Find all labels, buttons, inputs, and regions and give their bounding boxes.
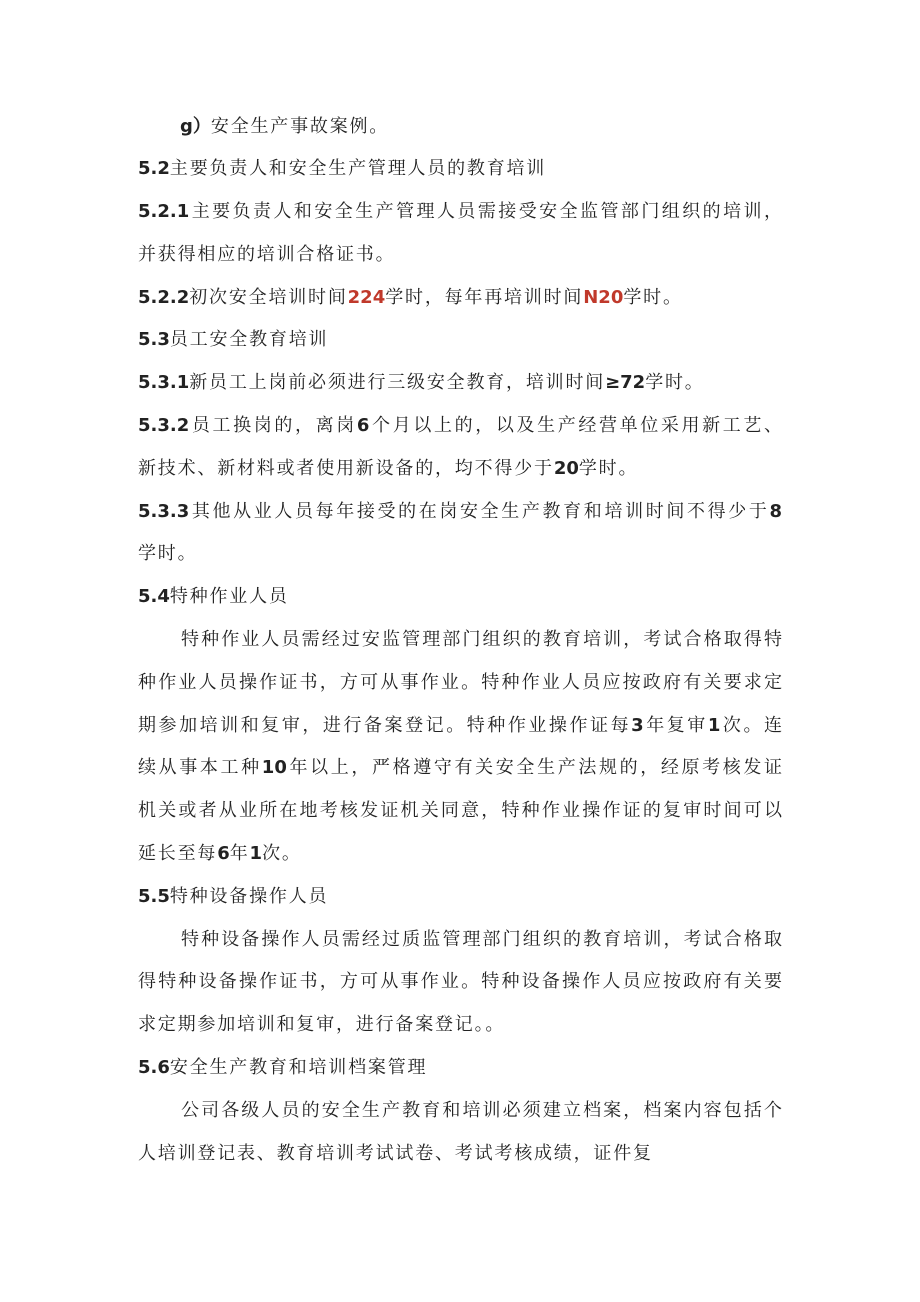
paragraph-text: 种作业人员操作证书，方可从事作业。特种作业人员应按政府有关要求定 <box>138 672 782 693</box>
paragraph-text: 特种设备操作人员需经过质监管理部门组织的教育培训，考试合格取 <box>181 929 782 950</box>
paragraph-line <box>138 799 782 823</box>
paragraph-line <box>138 714 782 738</box>
clause-number: 5.3.2 <box>138 415 190 436</box>
clause-number: 5.3.3 <box>138 501 190 522</box>
years-value: 10 <box>261 757 287 778</box>
count-value: 1 <box>707 715 721 736</box>
clause-text: 个月以上的，以及生产经营单位采用新工艺、 <box>369 415 783 436</box>
clause-text: 学时。 <box>138 543 198 564</box>
clause-text: 并获得相应的培训合格证书。 <box>138 244 396 265</box>
paragraph-text: 次。连 <box>720 715 783 736</box>
section-heading-5-5 <box>138 885 782 909</box>
paragraph-line <box>138 671 782 695</box>
clause-text: 员工换岗的，离岗 <box>189 415 357 436</box>
list-marker: g） <box>180 116 211 137</box>
section-title: 特种作业人员 <box>169 586 289 607</box>
paragraph-text: 年 <box>229 843 250 864</box>
years-value: 3 <box>631 715 644 736</box>
paragraph-line <box>181 928 782 952</box>
paragraph-line <box>138 756 782 780</box>
clause-text: 新技术、新材料或者使用新设备的，均不得少于 <box>138 458 554 479</box>
paragraph-text: 得特种设备操作证书，方可从事作业。特种设备操作人员应按政府有关要 <box>138 971 782 992</box>
clause-number: 5.2.1 <box>138 201 190 222</box>
list-item-g <box>180 115 782 139</box>
years-value: 6 <box>217 843 230 864</box>
paragraph-line <box>138 1013 782 1037</box>
clause-text: 其他从业人员每年接受的在岗安全生产教育和培训时间不得少于 <box>189 501 770 522</box>
clause-5-3-2 <box>138 414 782 438</box>
section-heading-5-3 <box>138 328 782 352</box>
clause-5-2-2 <box>138 286 782 310</box>
clause-5-2-1-continued <box>138 243 782 267</box>
clause-5-3-1 <box>138 371 782 395</box>
paragraph-line <box>138 842 782 866</box>
clause-number: 5.2.2 <box>138 287 190 308</box>
paragraph-text: 人培训登记表、教育培训考试试卷、考试考核成绩，证件复 <box>138 1143 653 1164</box>
clause-text: 新员工上岗前必须进行三级安全教育，培训时间 <box>189 372 606 393</box>
months-value: 6 <box>356 415 370 436</box>
clause-text: 学时。 <box>645 372 705 393</box>
section-number: 5.5 <box>138 886 170 907</box>
paragraph-text: 特种作业人员需经过安监管理部门组织的教育培训，考试合格取得特 <box>181 629 782 650</box>
paragraph-text: 续从事本工种 <box>138 757 262 778</box>
section-number: 5.3 <box>138 329 170 350</box>
clause-text: 学时。 <box>623 287 683 308</box>
paragraph-text: 次。 <box>262 843 302 864</box>
paragraph-line <box>181 628 782 652</box>
paragraph-line <box>181 1099 782 1123</box>
section-title: 员工安全教育培训 <box>169 329 329 350</box>
paragraph-text: 年复审 <box>643 715 708 736</box>
hours-value: 8 <box>769 501 782 522</box>
hours-value: 20 <box>553 458 579 479</box>
annual-retraining-hours: N20 <box>583 287 624 308</box>
clause-5-3-2-continued <box>138 457 782 481</box>
clause-number: 5.3.1 <box>138 372 190 393</box>
clause-text: 主要负责人和安全生产管理人员需接受安全监管部门组织的培训， <box>189 201 782 222</box>
paragraph-text: 求定期参加培训和复审，进行备案登记。。 <box>138 1014 506 1035</box>
paragraph-text: 期参加培训和复审，进行备案登记。特种作业操作证每 <box>138 715 632 736</box>
paragraph-text: 机关或者从业所在地考核发证机关同意，特种作业操作证的复审时间可以 <box>138 800 782 821</box>
paragraph-text: 公司各级人员的安全生产教育和培训必须建立档案，档案内容包括个 <box>181 1100 782 1121</box>
section-number: 5.2 <box>138 158 170 179</box>
section-title: 安全生产教育和培训档案管理 <box>169 1057 428 1078</box>
clause-5-3-3-continued <box>138 542 782 566</box>
section-title: 特种设备操作人员 <box>169 886 329 907</box>
section-heading-5-6 <box>138 1056 782 1080</box>
section-number: 5.6 <box>138 1057 170 1078</box>
clause-text: 初次安全培训时间 <box>189 287 348 308</box>
section-title: 主要负责人和安全生产管理人员的教育培训 <box>169 158 547 179</box>
paragraph-line <box>138 970 782 994</box>
clause-5-2-1 <box>138 200 782 224</box>
hours-value: ≥72 <box>605 372 646 393</box>
section-number: 5.4 <box>138 586 170 607</box>
list-item-text: 安全生产事故案例。 <box>210 116 390 137</box>
section-heading-5-4 <box>138 585 782 609</box>
paragraph-text: 延长至每 <box>138 843 218 864</box>
count-value: 1 <box>249 843 263 864</box>
clause-5-3-3 <box>138 500 782 524</box>
initial-training-hours: 224 <box>347 287 386 308</box>
section-heading-5-2 <box>138 157 782 181</box>
clause-text: 学时，每年再培训时间 <box>385 287 584 308</box>
paragraph-line <box>138 1142 782 1166</box>
clause-text: 学时。 <box>578 458 639 479</box>
paragraph-text: 年以上，严格遵守有关安全生产法规的，经原考核发证 <box>286 757 783 778</box>
